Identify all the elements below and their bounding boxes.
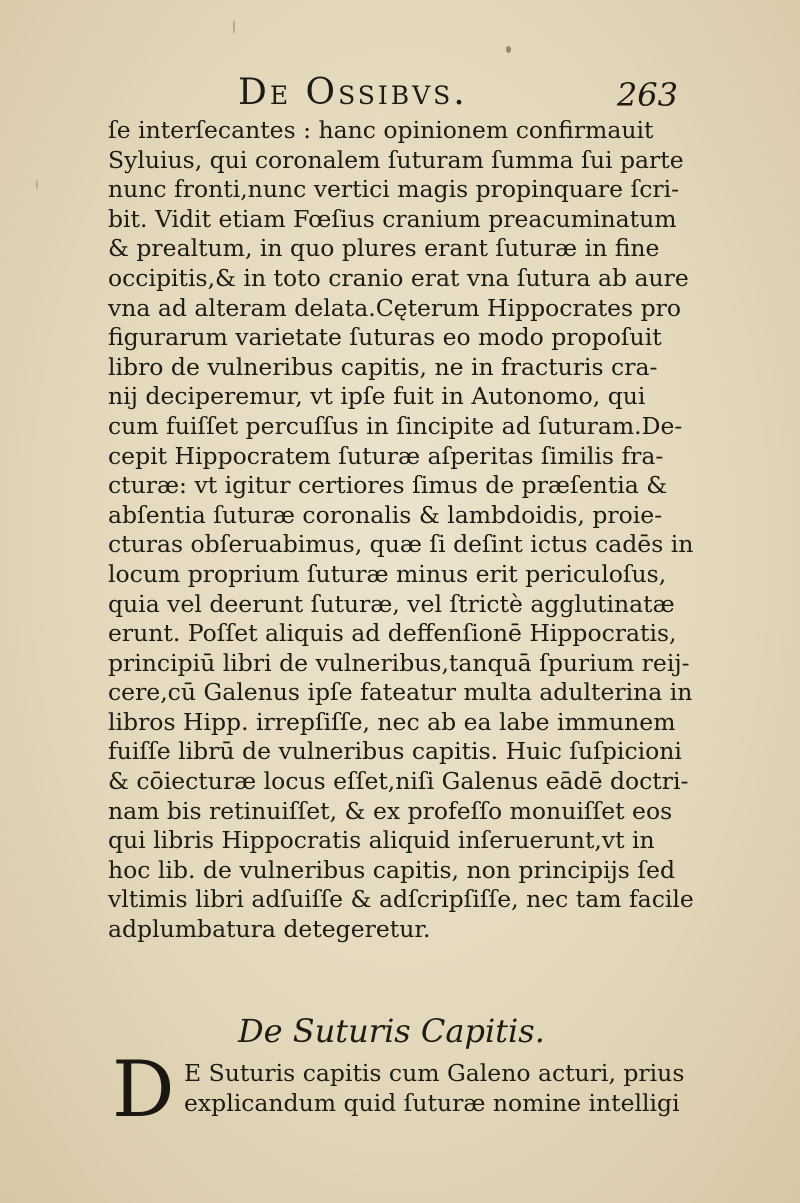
ink-fleck [233, 20, 235, 34]
text-line: ſe interſecantes : hanc opinionem confirmauit [108, 116, 654, 144]
text-line: libros Hipp. irrepſiſſe, nec ab ea labe immunem [108, 707, 676, 736]
text-line: occipitis,& in toto cranio erat vna ſutura ab aure [108, 263, 689, 292]
text-line: bit. Vidit etiam Fœſius cranium preacuminatum [108, 204, 677, 233]
text-line: cturas obſeruabimus, quæ ſi deſint ictus cadēs in [108, 530, 694, 559]
text-line: cere,cū Galenus ipſe fateatur multa adulterina in [108, 678, 693, 707]
text-line: abſentia ſuturæ coronalis & lambdoidis, proie- [108, 500, 663, 529]
body-text [108, 116, 694, 945]
text-line: principiū libri de vulneribus,tanquā ſpurium reij- [108, 648, 690, 677]
text-line: hoc lib. de vulneribus capitis, non principijs ſed [108, 855, 675, 884]
text-line: adplumbatura detegeretur. [108, 915, 431, 944]
section-lines [184, 1058, 684, 1117]
text-line: erunt. Poſſet aliquis ad deffenſionē Hippocratis, [108, 619, 677, 648]
ink-fleck [506, 46, 511, 53]
text-line: E Suturis capitis cum Galeno acturi, prius [184, 1059, 685, 1087]
text-line: qui libris Hippocratis aliquid inſeruerunt,vt in [108, 826, 655, 855]
text-line: nam bis retinuiſſet, & ex profeſſo monuiſſet eos [108, 796, 673, 825]
ink-fleck [36, 180, 38, 190]
text-line: vltimis libri adſuiſſe & adſcripſiſſe, nec tam facile [108, 885, 694, 914]
text-line: vna ad alteram delata.Cęterum Hippocrates pro [108, 293, 682, 322]
text-line: quia vel deerunt ſuturæ, vel ſtrictè agglutinatæ [108, 589, 675, 618]
text-line: libro de vulneribus capitis, ne in fracturis cra- [108, 352, 658, 381]
text-line: fuiſſe librū de vulneribus capitis. Huic ſuſpicioni [108, 737, 682, 766]
text-line: cum fuiſſet percuſſus in ſincipite ad ſuturam.De- [108, 411, 683, 440]
text-line: Syluius, qui coronalem ſuturam ſumma ſui parte [108, 145, 684, 174]
text-line: explicandum quid ſuturæ nomine intelligi [184, 1088, 680, 1117]
section-heading: De Suturis Capitis. [238, 1012, 545, 1050]
running-title: De Ossibvs. [238, 72, 468, 113]
text-line: cepit Hippocratem ſuturæ aſperitas ſimilis fra- [108, 441, 664, 470]
text-line: & cōiecturæ locus eſſet,niſi Galenus eādē doctri- [108, 767, 689, 796]
text-line: nij deciperemur, vt ipſe fuit in Autonomo, qui [108, 382, 646, 411]
text-line: locum proprium ſuturæ minus erit periculoſus, [108, 559, 667, 588]
drop-cap: D [112, 1045, 175, 1135]
text-line: cturæ: vt igitur certiores ſimus de præſentia & [108, 471, 668, 500]
running-head [238, 72, 678, 122]
text-line: figurarum varietate ſuturas eo modo propoſuit [108, 323, 662, 352]
text-line: nunc fronti,nunc vertici magis propinquare ſcri- [108, 175, 680, 204]
page-number: 263 [616, 76, 678, 114]
text-line: & prealtum, in quo plures erant ſuturæ in fine [108, 234, 660, 263]
